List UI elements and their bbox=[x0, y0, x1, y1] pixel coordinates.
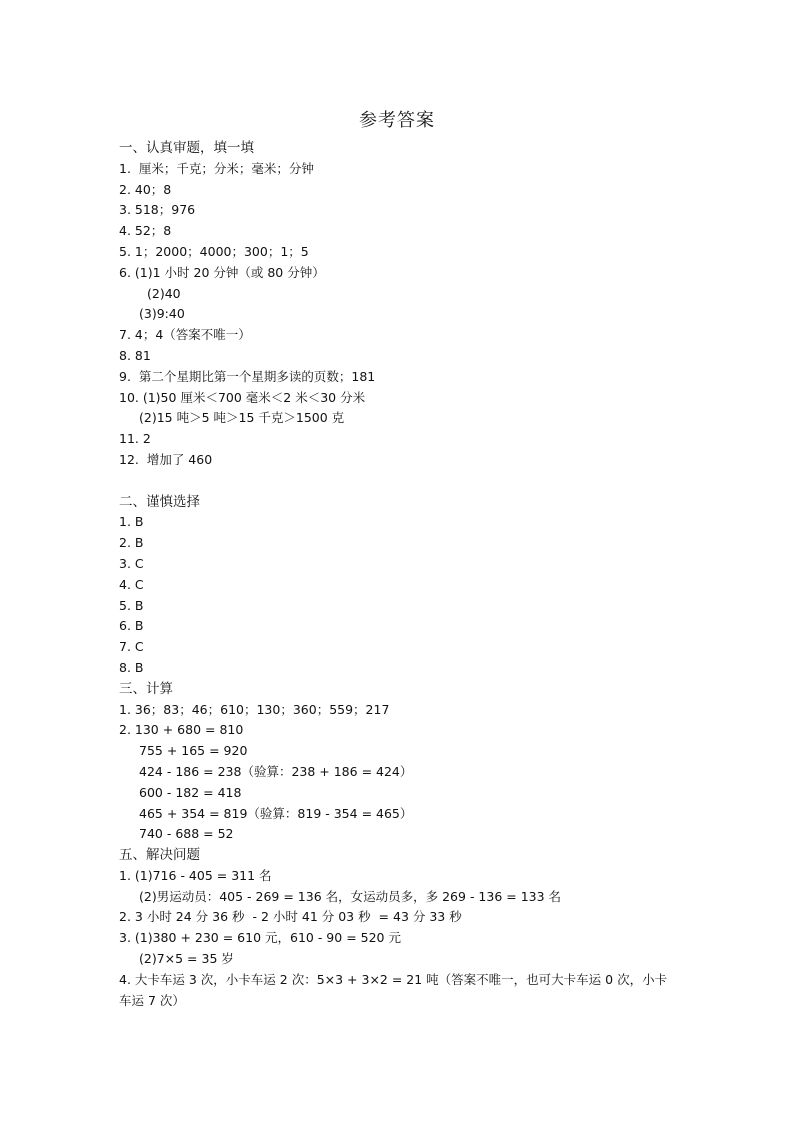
answer-line: 11. 2 bbox=[119, 431, 151, 447]
section-heading-fill-blank: 一、认真审题，填一填 bbox=[119, 140, 254, 156]
section-heading-choice: 二、谨慎选择 bbox=[119, 493, 200, 510]
answer-line: 9. 第二个星期比第一个星期多读的页数；181 bbox=[119, 368, 376, 384]
answer-line: 3. (1)380 + 230 = 610 元，610 - 90 = 520 元 bbox=[119, 930, 401, 946]
choice-answer: 4. C bbox=[119, 576, 144, 592]
answer-line: 1. 36；83；46；610；130；360；559；217 bbox=[119, 701, 390, 717]
answer-line: 10. (1)50 厘米＜700 毫米＜2 米＜30 分米 bbox=[119, 389, 366, 405]
choice-answer: 1. B bbox=[119, 514, 144, 530]
choice-answer: 5. B bbox=[119, 597, 144, 613]
answer-subline: 424 - 186 = 238（验算：238 + 186 = 424） bbox=[139, 763, 413, 779]
page-title: 参考答案 bbox=[359, 110, 435, 131]
answer-line: 2. 3 小时 24 分 36 秒 - 2 小时 41 分 03 秒 = 43 分 33 秒 bbox=[119, 909, 462, 925]
section-heading-problems: 五、解决问题 bbox=[119, 847, 200, 864]
section-spacer bbox=[119, 471, 679, 492]
section-heading-calculation: 三、计算 bbox=[119, 680, 173, 697]
answer-line: 12. 增加了 460 bbox=[119, 451, 213, 467]
answer-subline: 755 + 165 = 920 bbox=[139, 743, 248, 759]
answer-line: 1. 厘米；千克；分米；毫米；分钟 bbox=[119, 160, 314, 176]
answer-content bbox=[119, 138, 679, 1011]
answer-subline: (2)男运动员：405 - 269 = 136 名，女运动员多，多 269 - 136 = 133 名 bbox=[139, 888, 562, 904]
answer-line: 6. (1)1 小时 20 分钟（或 80 分钟） bbox=[119, 264, 325, 280]
answer-subline: (3)9:40 bbox=[139, 306, 185, 322]
answer-line: 3. 518；976 bbox=[119, 202, 196, 218]
answer-line: 1. (1)716 - 405 = 311 名 bbox=[119, 867, 272, 883]
answer-line: 2. 40；8 bbox=[119, 181, 172, 197]
answer-line: 7. 4；4（答案不唯一） bbox=[119, 327, 251, 343]
choice-answer: 8. B bbox=[119, 659, 144, 675]
choice-answer: 6. B bbox=[119, 618, 144, 634]
choice-answer: 3. C bbox=[119, 555, 144, 571]
choice-answer: 7. C bbox=[119, 639, 144, 655]
answer-subline: 600 - 182 = 418 bbox=[139, 784, 242, 800]
answer-line: 2. 130 + 680 = 810 bbox=[119, 722, 244, 738]
answer-subline: (2)40 bbox=[147, 285, 181, 301]
answer-subline: 740 - 688 = 52 bbox=[139, 826, 234, 842]
answer-line: 8. 81 bbox=[119, 347, 151, 363]
answer-subline: (2)7×5 = 35 岁 bbox=[139, 951, 234, 967]
answer-line: 4. 大卡车运 3 次，小卡车运 2 次：5×3 + 3×2 = 21 吨（答案不唯一，也可大卡车运 0 次，小卡车运 7 次） bbox=[119, 971, 668, 1008]
answer-line: 5. 1；2000；4000；300；1；5 bbox=[119, 243, 309, 259]
answer-line: 4. 52；8 bbox=[119, 223, 172, 239]
answer-subline: 465 + 354 = 819（验算：819 - 354 = 465） bbox=[139, 805, 413, 821]
choice-answer: 2. B bbox=[119, 535, 144, 551]
answer-subline: (2)15 吨＞5 吨＞15 千克＞1500 克 bbox=[139, 410, 345, 426]
